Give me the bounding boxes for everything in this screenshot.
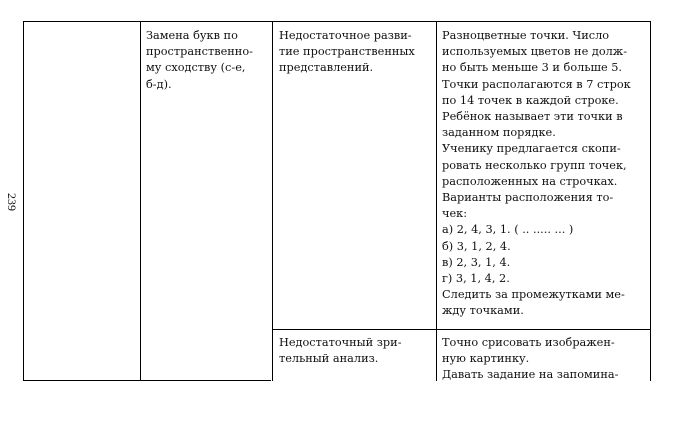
column-divider-1 [140,21,141,381]
table-cell-exercise: Точно срисовать изображен- ную картинку. Давать задание на запомина- [442,336,619,382]
table-top-border [23,21,650,22]
table-cell-substitution: Замена букв по пространственно- му сходству (с-е, б-д). [146,29,253,91]
page-number: 239 [5,193,19,211]
table-bottom-border [23,380,271,381]
table-cell-deficit: Недостаточный зри- тельный анализ. [279,336,402,366]
column-divider-2 [272,21,273,381]
row-divider [273,329,650,330]
table-cell-exercise: Разноцветные точки. Число используемых цветов не долж- но быть меньше 3 и больше 5. Точки располагаются в 7 строк по 14 точек в каждой строке. Ребёнок называет эти точки в заданном порядке. Ученику предлагается скопи- ровать несколько групп точек, расположенных на строчках. Варианты расположения то- чек: а) 2, 4, 3, 1. ( .. ..... ... ) б) 3, 1, 2, 4. в) 2, 3, 1, 4. г) 3, 1, 4, 2. Следить за промежутками ме- жду точками. [442,29,631,318]
table-left-border [23,21,24,381]
table-cell-deficit: Недостаточное разви- тие пространственных представлений. [279,29,415,75]
table-right-border [650,21,651,381]
column-divider-3 [436,21,437,381]
